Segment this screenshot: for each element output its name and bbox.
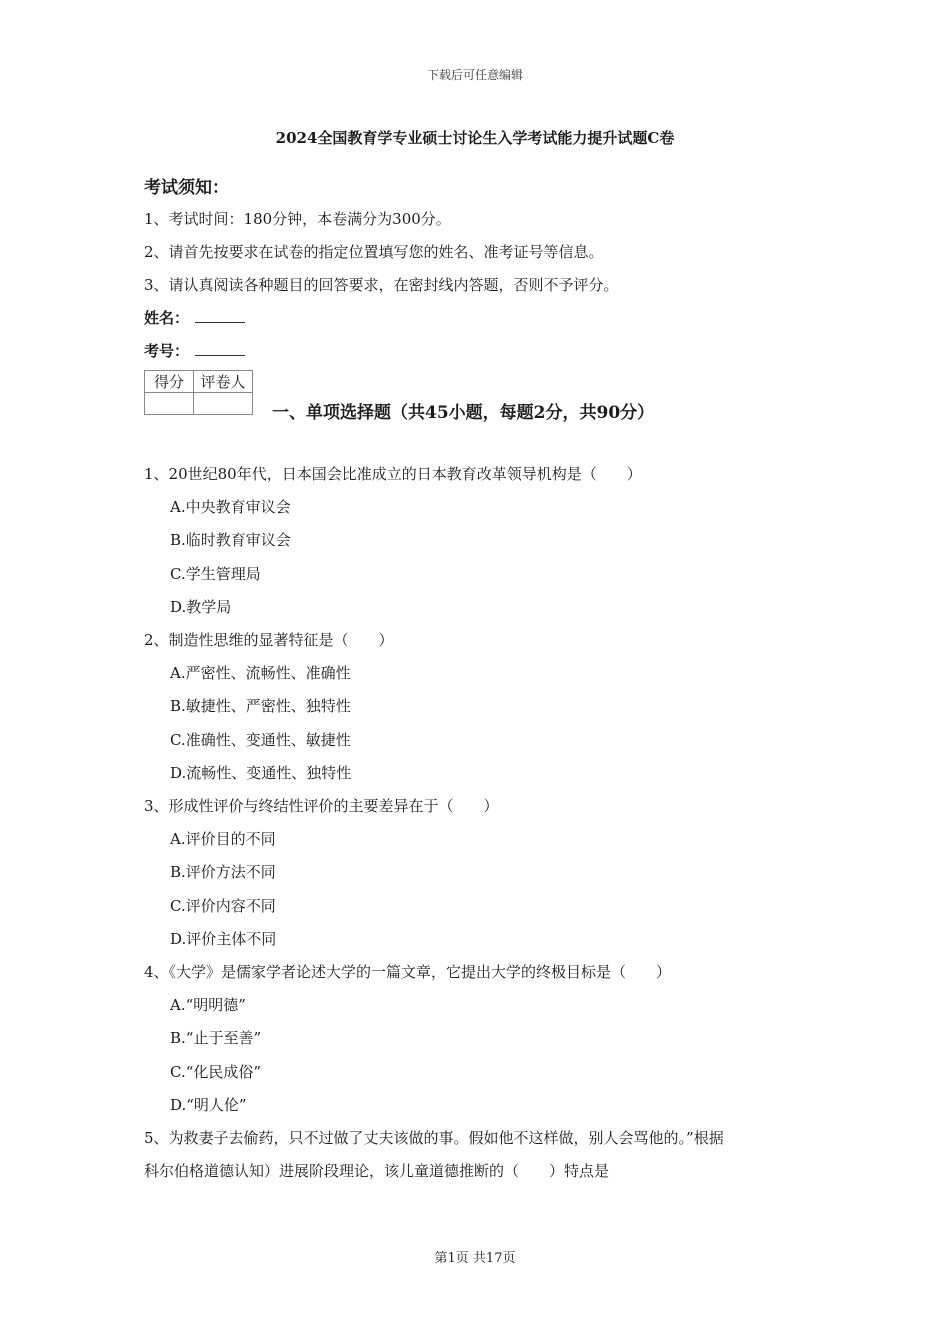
- question-stem: 5、为救妻子去偷药，只不过做了丈夫该做的事。假如他不这样做，别人会骂他的。”根据: [144, 1129, 724, 1147]
- option: A.严密性、流畅性、准确性: [170, 664, 351, 682]
- document-title: 2024全国教育学专业硕士讨论生入学考试能力提升试题C卷: [275, 129, 675, 147]
- id-label: 考号：: [144, 342, 190, 360]
- option: D.“明人伦”: [170, 1096, 247, 1114]
- grader-cell[interactable]: [194, 393, 253, 415]
- score-cell[interactable]: [145, 393, 194, 415]
- name-field: [144, 307, 245, 328]
- option: D.评价主体不同: [170, 930, 277, 948]
- question-stem: 3、形成性评价与终结性评价的主要差异在于（ ）: [144, 797, 499, 815]
- option: D.流畅性、变通性、独特性: [170, 764, 352, 782]
- option: B.“止于至善”: [170, 1029, 262, 1047]
- score-header: 得分: [145, 371, 194, 393]
- option: A.中央教育审议会: [170, 498, 291, 516]
- name-label: 姓名：: [144, 309, 190, 327]
- header-note: 下载后可任意编辑: [426, 68, 523, 82]
- option: A.评价目的不同: [170, 830, 276, 848]
- section-title: 一、单项选择题（共45小题，每题2分，共90分）: [272, 403, 655, 423]
- notice-item: 1、考试时间：180分钟，本卷满分为300分。: [144, 210, 451, 228]
- page-footer: 第1页 共17页: [434, 1251, 516, 1266]
- name-blank[interactable]: [195, 307, 245, 323]
- option: C.准确性、变通性、敏捷性: [170, 731, 351, 749]
- option: C.“化民成俗”: [170, 1063, 262, 1081]
- option: D.教学局: [170, 598, 232, 616]
- question-stem: 2、制造性思维的显著特征是（ ）: [144, 631, 394, 649]
- option: A.“明明德”: [170, 996, 246, 1014]
- notice-item: 3、请认真阅读各种题目的回答要求，在密封线内答题，否则不予评分。: [144, 276, 619, 294]
- grader-header: 评卷人: [194, 371, 253, 393]
- id-blank[interactable]: [195, 340, 245, 356]
- notice-item: 2、请首先按要求在试卷的指定位置填写您的姓名、准考证号等信息。: [144, 243, 604, 261]
- score-table: [144, 370, 253, 415]
- question-stem-continued: 科尔伯格道德认知）进展阶段理论，该儿童道德推断的（ ）特点是: [144, 1162, 610, 1180]
- option: B.敏捷性、严密性、独特性: [170, 697, 351, 715]
- option: C.评价内容不同: [170, 897, 276, 915]
- id-field: [144, 340, 245, 361]
- question-stem: 4、《大学》是儒家学者论述大学的一篇文章，它提出大学的终极目标是（ ）: [144, 963, 672, 981]
- question-stem: 1、20世纪80年代，日本国会比准成立的日本教育改革领导机构是（ ）: [144, 465, 642, 483]
- option: B.临时教育审议会: [170, 531, 291, 549]
- option: B.评价方法不同: [170, 863, 276, 881]
- notice-heading: 考试须知：: [144, 178, 229, 198]
- option: C.学生管理局: [170, 565, 261, 583]
